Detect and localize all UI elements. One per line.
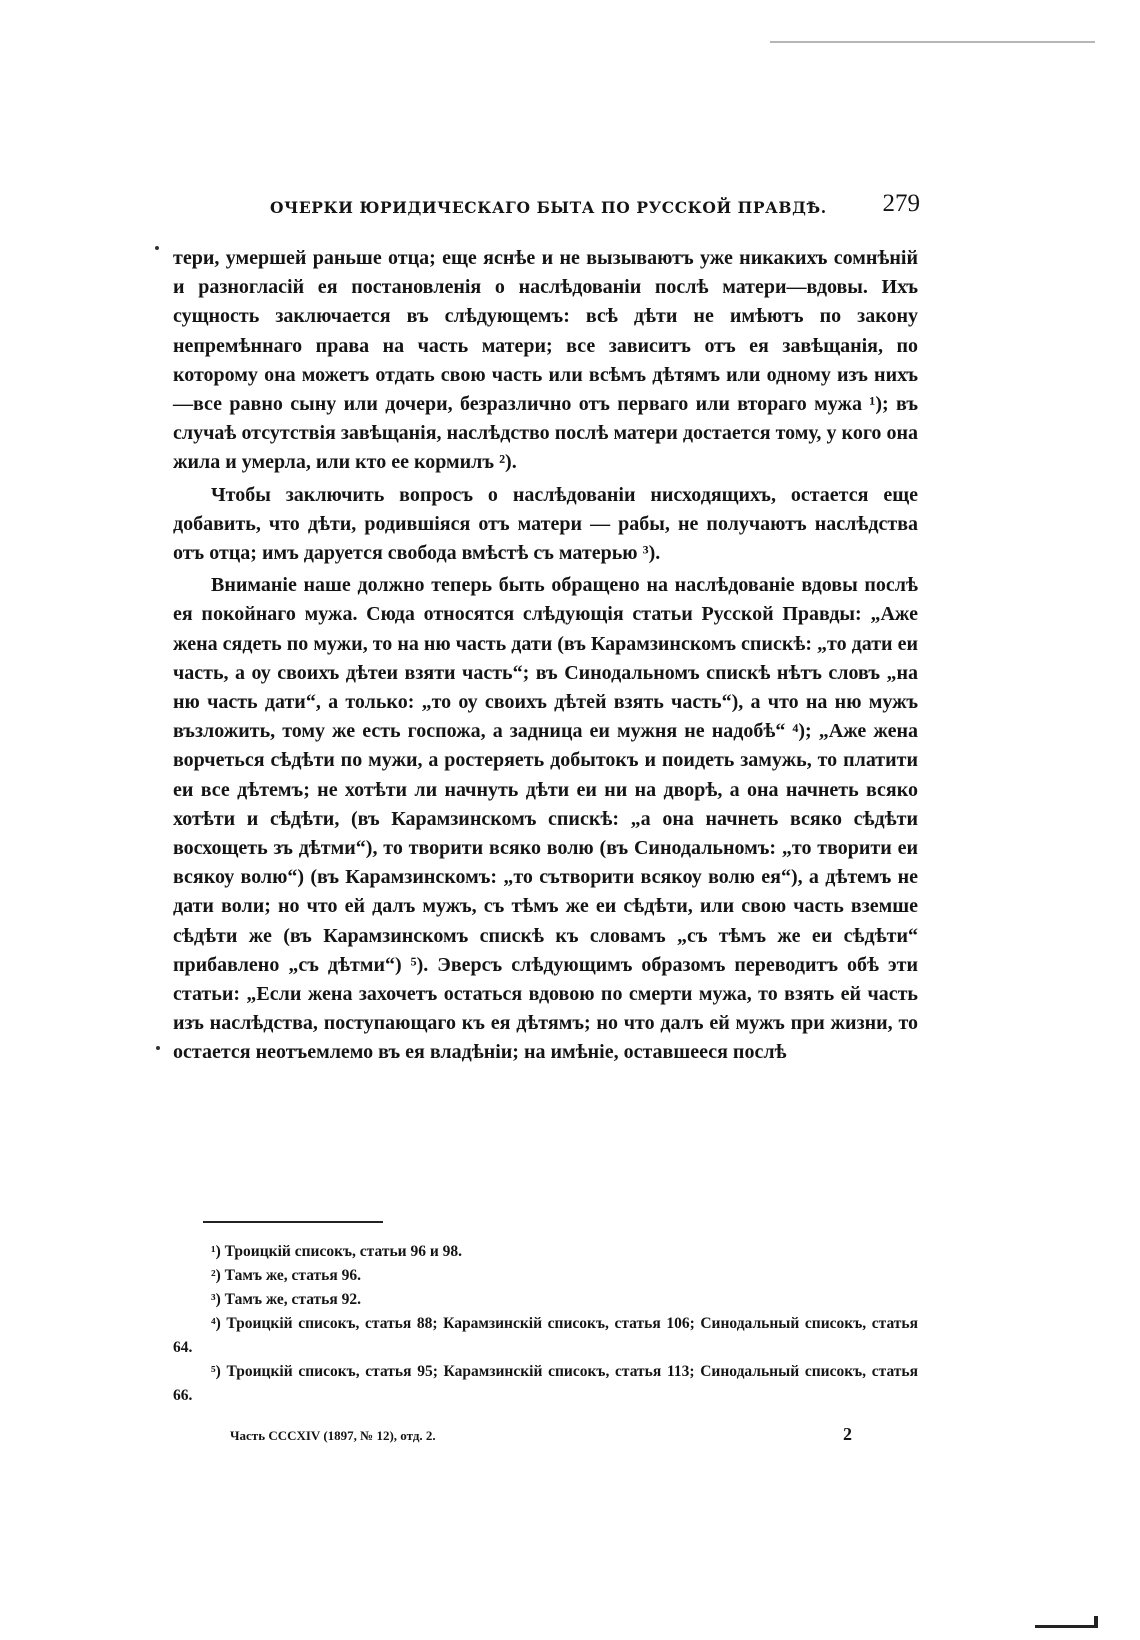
footnote: ¹) Троицкій списокъ, статьи 96 и 98.: [211, 1243, 462, 1260]
footnote: ²) Тамъ же, статья 96.: [211, 1267, 361, 1284]
footnote: ⁴) Троицкій списокъ, статья 88; Карамзинскій списокъ, статья 106; Синодальный списокъ, статья 64.: [173, 1315, 918, 1356]
footnote: ³) Тамъ же, статья 92.: [211, 1291, 361, 1308]
margin-dot: [156, 1046, 160, 1050]
page-header: [270, 190, 920, 226]
footnote: ⁵) Троицкій списокъ, статья 95; Карамзинскій списокъ, статья 113; Синодальный списокъ, статья 66.: [173, 1363, 918, 1404]
sheet-number: 2: [843, 1424, 852, 1444]
margin-dot: [155, 246, 159, 250]
paragraph: Чтобы заключить вопросъ о наслѣдованіи нисходящихъ, остается еще добавить, что дѣти, родившіяся отъ матери — рабы, не получаютъ наслѣдства отъ отца; имъ даруется свобода вмѣстѣ съ матерью ³).: [173, 483, 918, 565]
footnotes: [173, 1240, 918, 1408]
scan-edge-line: [1035, 1625, 1097, 1628]
scan-edge-tick: [1094, 1616, 1098, 1628]
main-text: [173, 244, 918, 1068]
paragraph: Вниманіе наше должно теперь быть обращено на наслѣдованіе вдовы послѣ ея покойнаго мужа. Сюда относятся слѣдующія статьи Русской Правды: „Аже жена сядеть по мужи, то на ню часть дати (въ Карамзинскомъ спискѣ: „то дати еи часть, а оу своихъ дѣтеи взяти часть“; въ Синодальномъ спискѣ нѣтъ словъ „на ню часть дати“, а только: „то оу своихъ дѣтей взять часть“), а что на ню мужъ възложить, тому же есть госпожа, а задница еи мужня не надобѣ“ ⁴); „Аже жена ворчеться сѣдѣти по мужи, а ростеряеть добытокъ и поидеть замужь, то платити еи все дѣтемъ; не хотѣти ли начнуть дѣти еи ни на дворѣ, а она начнеть всяко хотѣти и сѣдѣти, (въ Карамзинскомъ спискѣ: „а она начнеть всяко сѣдѣти восхощеть зъ дѣтми“), то творити всяко волю (въ Синодальномъ: „то творити еи всякоу волю“) (въ Карамзинскомъ: „то сътворити всякоу волю ея“), а дѣтемъ не дати воли; но что ей далъ мужъ, съ тѣмъ же еи сѣдѣти, или свою часть вземше сѣдѣти же (въ Карамзинскомъ спискѣ къ словамъ „съ тѣмъ же еи сѣдѣти“ прибавлено „съ дѣтми“) ⁵). Эверсъ слѣдующимъ образомъ переводитъ обѣ эти статьи: „Если жена захочетъ остаться вдовою по смерти мужа, то взять ей часть изъ наслѣдства, поступающаго къ ея дѣтямъ; но что далъ ей мужъ при жизни, то остается неотъемлемо въ ея владѣніи; на имѣніе, оставшееся послѣ: [173, 574, 918, 1064]
page-number: 279: [882, 190, 920, 217]
printer-signature: Часть CCCXIV (1897, № 12), отд. 2.: [230, 1428, 436, 1443]
footnote-separator: [203, 1221, 383, 1223]
running-title: ОЧЕРКИ ЮРИДИЧЕСКАГО БЫТА ПО РУССКОЙ ПРАВДѢ.: [270, 198, 827, 217]
paragraph: тери, умершей раньше отца; еще яснѣе и не вызываютъ уже никакихъ сомнѣній и разногласій ея постановленія о наслѣдованіи послѣ матери—вдовы. Ихъ сущность заключается въ слѣдующемъ: всѣ дѣти не имѣютъ по закону непремѣннаго права на часть матери; все зависитъ отъ ея завѣщанія, по которому она можетъ отдать свою часть или всѣмъ дѣтямъ или одному изъ нихъ—все равно сыну или дочери, безразлично отъ перваго или втораго мужа ¹); въ случаѣ отсутствія завѣщанія, наслѣдство послѣ матери достается тому, у кого она жила и умерла, или кто ее кормилъ ²).: [173, 247, 918, 474]
scan-edge-line: [770, 41, 1095, 43]
